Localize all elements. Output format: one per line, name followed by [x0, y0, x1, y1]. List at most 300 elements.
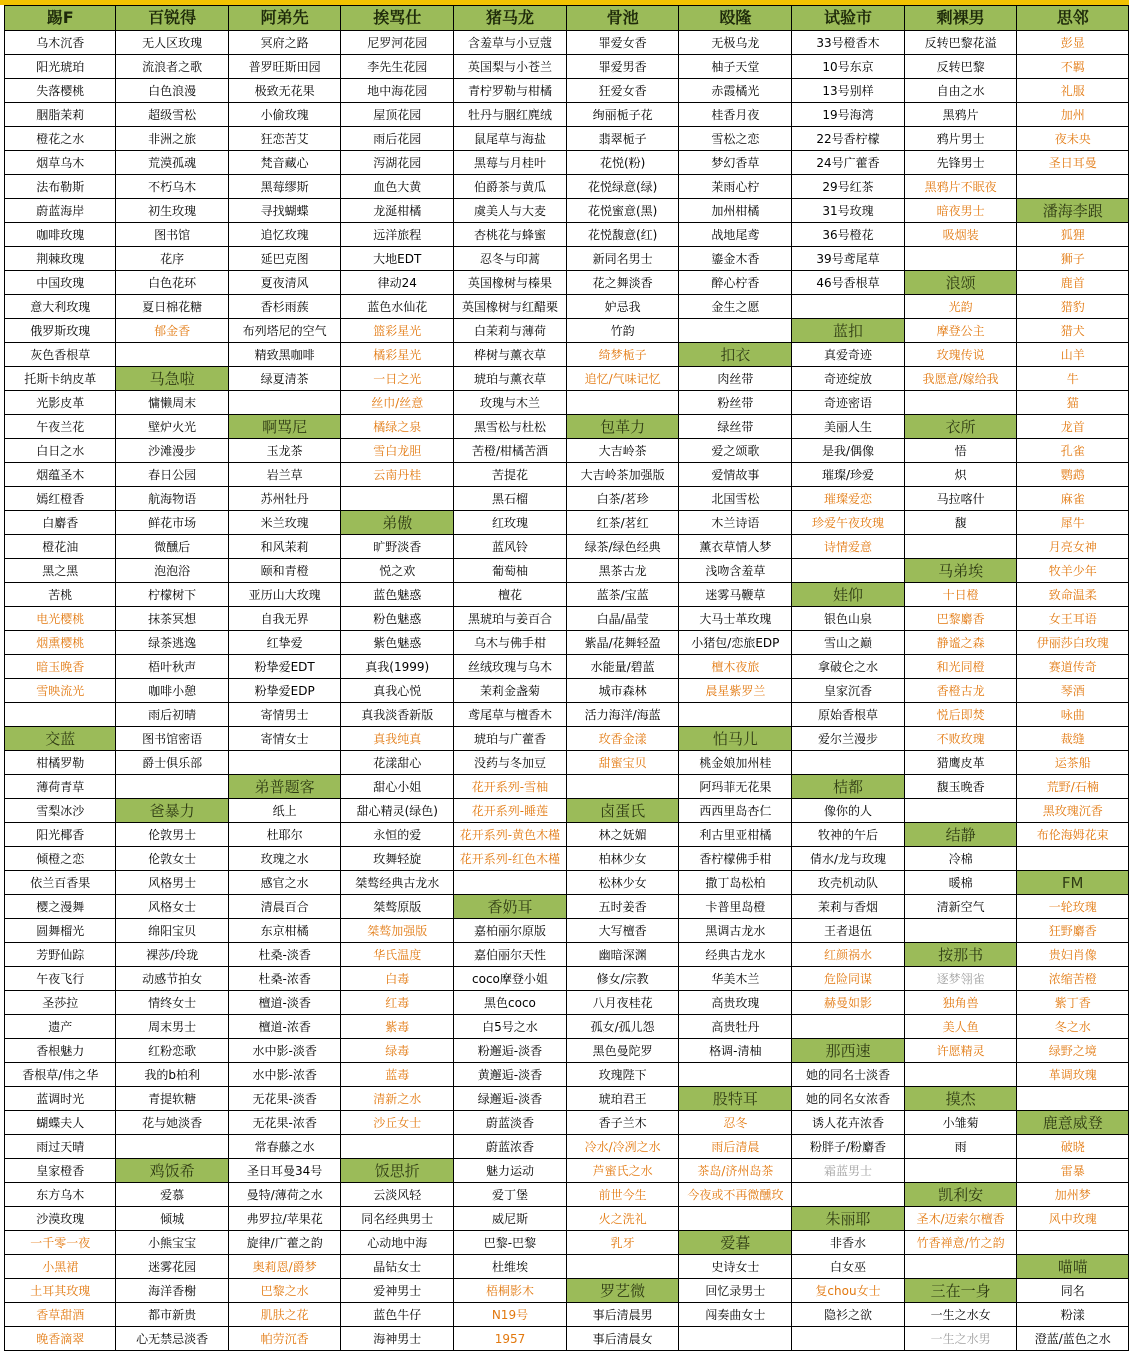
table-cell: 荒野/石楠: [1017, 775, 1129, 799]
table-cell: [792, 751, 905, 775]
table-cell: 葡萄柚: [454, 559, 567, 583]
table-cell: 运茶船: [1017, 751, 1129, 775]
table-cell: 花之舞淡香: [566, 271, 679, 295]
table-cell: [228, 391, 341, 415]
table-cell: 华美木兰: [679, 967, 792, 991]
table-cell: 冷水/冷冽之水: [566, 1135, 679, 1159]
table-cell: 鲜花市场: [116, 511, 228, 535]
table-cell: 白女巫: [792, 1255, 905, 1279]
table-cell: 超级雪松: [116, 103, 228, 127]
table-cell: 茉莉与香烟: [792, 895, 905, 919]
table-cell: 大吉岭茶加强版: [566, 463, 679, 487]
table-cell: 嘉伯丽尔天性: [454, 943, 567, 967]
table-cell: 革调玫瑰: [1017, 1063, 1129, 1087]
table-cell: 白茶/茗珍: [566, 487, 679, 511]
table-row: [5, 1327, 1129, 1351]
table-cell: 东方乌木: [5, 1183, 116, 1207]
table-row: [5, 199, 1129, 223]
table-cell: 梧叶秋声: [116, 655, 228, 679]
table-cell: 香根魅力: [5, 1039, 116, 1063]
table-cell: 黑调古龙水: [679, 919, 792, 943]
brand-header-cell: 马弟埃: [904, 559, 1017, 583]
table-cell: 意大利玫瑰: [5, 295, 116, 319]
table-cell: 爱神男士: [341, 1279, 454, 1303]
table-cell: 失落樱桃: [5, 79, 116, 103]
table-cell: 黑莓与月桂叶: [454, 151, 567, 175]
table-cell: 撒丁岛松柏: [679, 871, 792, 895]
table-cell: 29号红茶: [792, 175, 905, 199]
brand-header-cell: 潘海李跟: [1017, 199, 1129, 223]
table-cell: 白晶/晶莹: [566, 607, 679, 631]
table-cell: 冷棉: [904, 847, 1017, 871]
table-cell: [228, 751, 341, 775]
table-cell: 孤女/孤儿怨: [566, 1015, 679, 1039]
table-cell: 无花果-淡香: [228, 1087, 341, 1111]
table-cell: 竹韵: [566, 319, 679, 343]
table-cell: 薄荷青草: [5, 775, 116, 799]
table-cell: [1017, 847, 1129, 871]
table-cell: 永恒的爱: [341, 823, 454, 847]
table-cell: 46号香根草: [792, 271, 905, 295]
table-cell: 鹦鹉: [1017, 463, 1129, 487]
table-cell: 律动24: [341, 271, 454, 295]
table-cell: 彭显: [1017, 31, 1129, 55]
table-cell: 狂爱女香: [566, 79, 679, 103]
table-cell: 夏日棉花糖: [116, 295, 228, 319]
table-cell: 泻湖花园: [341, 151, 454, 175]
table-cell: 曼特/薄荷之水: [228, 1183, 341, 1207]
table-cell: 茉雨心柠: [679, 175, 792, 199]
table-cell: 罪爱男香: [566, 55, 679, 79]
table-cell: 一日之光: [341, 367, 454, 391]
table-cell: 甜心精灵(绿色): [341, 799, 454, 823]
table-row: [5, 31, 1129, 55]
brand-header-cell: 爸暴力: [116, 799, 228, 823]
table-cell: [904, 919, 1017, 943]
table-cell: 苦提花: [454, 463, 567, 487]
table-row: [5, 487, 1129, 511]
table-cell: 雪映流光: [5, 679, 116, 703]
table-cell: 橘绿之泉: [341, 415, 454, 439]
table-cell: 梦幻香草: [679, 151, 792, 175]
table-cell: 狂野麝香: [1017, 919, 1129, 943]
table-cell: 电光樱桃: [5, 607, 116, 631]
table-cell: 贵妇肖像: [1017, 943, 1129, 967]
table-cell: [5, 703, 116, 727]
table-cell: 和风茉莉: [228, 535, 341, 559]
table-cell: 茉莉金盏菊: [454, 679, 567, 703]
table-row: [5, 607, 1129, 631]
table-cell: [1017, 1087, 1129, 1111]
table-cell: 香柠檬佛手柑: [679, 847, 792, 871]
table-row: [5, 703, 1129, 727]
table-cell: 牛: [1017, 367, 1129, 391]
table-cell: 蓝调时光: [5, 1087, 116, 1111]
table-cell: 暖棉: [904, 871, 1017, 895]
table-cell: coco摩登小姐: [454, 967, 567, 991]
table-cell: 动感节拍女: [116, 967, 228, 991]
table-cell: 荒漠孤魂: [116, 151, 228, 175]
table-cell: 暗夜男士: [904, 199, 1017, 223]
table-cell: 同名: [1017, 1279, 1129, 1303]
table-cell: 粉挚爱EDP: [228, 679, 341, 703]
table-cell: 绿夏清茶: [228, 367, 341, 391]
table-cell: 黑石榴: [454, 487, 567, 511]
table-cell: 黑玫瑰沉香: [1017, 799, 1129, 823]
table-cell: 俄罗斯玫瑰: [5, 319, 116, 343]
table-cell: 赫曼如影: [792, 991, 905, 1015]
table-row: [5, 535, 1129, 559]
table-cell: 木兰诗语: [679, 511, 792, 535]
table-cell: 寄情女士: [228, 727, 341, 751]
table-cell: 小偷玫瑰: [228, 103, 341, 127]
table-cell: 她的同名士淡香: [792, 1063, 905, 1087]
table-cell: 蔚蓝海岸: [5, 199, 116, 223]
table-cell: 自由之水: [904, 79, 1017, 103]
table-row: [5, 631, 1129, 655]
table-cell: 新同名男士: [566, 247, 679, 271]
table-cell: 柏林少女: [566, 847, 679, 871]
table-cell: 烟熏樱桃: [5, 631, 116, 655]
table-cell: 寄情男士: [228, 703, 341, 727]
table-cell: 花开系列-雪柚: [454, 775, 567, 799]
table-cell: [679, 1207, 792, 1231]
table-cell: 桃金娘加州桂: [679, 751, 792, 775]
table-cell: 33号橙香木: [792, 31, 905, 55]
table-cell: 绿茶/绿色经典: [566, 535, 679, 559]
table-row: [5, 1063, 1129, 1087]
table-cell: 常春藤之水: [228, 1135, 341, 1159]
table-cell: [116, 775, 228, 799]
table-row: [5, 1159, 1129, 1183]
table-row: [5, 1279, 1129, 1303]
table-cell: 乌木沉香: [5, 31, 116, 55]
table-cell: 云南丹桂: [341, 463, 454, 487]
table-cell: 壁炉火光: [116, 415, 228, 439]
table-cell: 花悦馥意(红): [566, 223, 679, 247]
table-cell: 含羞草与小豆蔻: [454, 31, 567, 55]
table-cell: 杜桑-浓香: [228, 967, 341, 991]
table-cell: 城市森林: [566, 679, 679, 703]
table-cell: 粉邂逅-淡香: [454, 1039, 567, 1063]
table-cell: 慵懒周末: [116, 391, 228, 415]
table-cell: 圣日耳曼34号: [228, 1159, 341, 1183]
table-cell: [679, 703, 792, 727]
table-cell: 24号广藿香: [792, 151, 905, 175]
table-cell: 心动地中海: [341, 1231, 454, 1255]
table-cell: 肌肤之花: [228, 1303, 341, 1327]
table-cell: 北国雪松: [679, 487, 792, 511]
table-cell: 伊丽莎白玫瑰: [1017, 631, 1129, 655]
table-cell: 感官之水: [228, 871, 341, 895]
brand-header-cell: 那西速: [792, 1039, 905, 1063]
table-cell: 甜心小姐: [341, 775, 454, 799]
table-cell: [116, 343, 228, 367]
table-cell: 魅力运动: [454, 1159, 567, 1183]
table-cell: 海神男士: [341, 1327, 454, 1351]
table-cell: 回忆录男士: [679, 1279, 792, 1303]
table-cell: 晶钻女士: [341, 1255, 454, 1279]
table-cell: 苦橙/柑橘苦酒: [454, 439, 567, 463]
table-cell: 绵阳宝贝: [116, 919, 228, 943]
table-cell: [679, 319, 792, 343]
table-cell: 奇迹密语: [792, 391, 905, 415]
table-cell: 雷暴: [1017, 1159, 1129, 1183]
table-cell: 裁缝: [1017, 727, 1129, 751]
table-row: [5, 319, 1129, 343]
table-cell: 我愿意/嫁给我: [904, 367, 1017, 391]
table-cell: 遗产: [5, 1015, 116, 1039]
table-cell: [1017, 175, 1129, 199]
brand-header-cell: 爱暮: [679, 1231, 792, 1255]
table-cell: 极致无花果: [228, 79, 341, 103]
table-cell: 皇家橙香: [5, 1159, 116, 1183]
table-cell: 桀骜经典古龙水: [341, 871, 454, 895]
table-cell: 土耳其玫瑰: [5, 1279, 116, 1303]
table-row: [5, 919, 1129, 943]
table-cell: 无极乌龙: [679, 31, 792, 55]
table-cell: 春日公园: [116, 463, 228, 487]
brand-header-cell: 三在一身: [904, 1279, 1017, 1303]
table-cell: [904, 535, 1017, 559]
table-cell: 岩兰草: [228, 463, 341, 487]
brand-header-cell: 啊骂尼: [228, 415, 341, 439]
table-cell: 沙滩漫步: [116, 439, 228, 463]
table-cell: 火之洗礼: [566, 1207, 679, 1231]
table-cell: 花悦蜜意(黑): [566, 199, 679, 223]
table-cell: 琴酒: [1017, 679, 1129, 703]
table-cell: 不败玫瑰: [904, 727, 1017, 751]
table-cell: 许愿精灵: [904, 1039, 1017, 1063]
table-row: [5, 583, 1129, 607]
table-cell: [566, 775, 679, 799]
table-cell: [341, 1135, 454, 1159]
table-cell: 玫舞轻旋: [341, 847, 454, 871]
table-cell: 鎏金木香: [679, 247, 792, 271]
table-cell: 梧桐影木: [454, 1279, 567, 1303]
table-cell: 桀骜原版: [341, 895, 454, 919]
table-cell: 小黑裙: [5, 1255, 116, 1279]
table-cell: 黑鸦片不眠夜: [904, 175, 1017, 199]
table-cell: 巴黎-巴黎: [454, 1231, 567, 1255]
table-cell: 玉龙茶: [228, 439, 341, 463]
table-cell: 松林少女: [566, 871, 679, 895]
table-cell: 是我/偶像: [792, 439, 905, 463]
table-cell: 奥莉恩/爵梦: [228, 1255, 341, 1279]
table-cell: 苏州牡丹: [228, 487, 341, 511]
table-cell: 白日之水: [5, 439, 116, 463]
table-row: [5, 775, 1129, 799]
table-cell: 裸莎/玲珑: [116, 943, 228, 967]
table-cell: 馥玉晚香: [904, 775, 1017, 799]
table-cell: 白毒: [341, 967, 454, 991]
table-cell: 粉丝带: [679, 391, 792, 415]
table-cell: 皇家沉香: [792, 679, 905, 703]
table-cell: 绿丝带: [679, 415, 792, 439]
table-cell: 花悦绿意(绿): [566, 175, 679, 199]
table-row: [5, 343, 1129, 367]
table-cell: 逐梦翎雀: [904, 967, 1017, 991]
table-cell: 小猪包/恋旅EDP: [679, 631, 792, 655]
table-cell: 和光同橙: [904, 655, 1017, 679]
table-cell: 真我淡香新版: [341, 703, 454, 727]
table-cell: 1957: [454, 1327, 567, 1351]
table-body: [5, 31, 1129, 1351]
table-cell: N19号: [454, 1303, 567, 1327]
table-cell: [792, 1183, 905, 1207]
table-cell: 狮子: [1017, 247, 1129, 271]
table-cell: 伯爵茶与黄瓜: [454, 175, 567, 199]
table-row: [5, 1231, 1129, 1255]
table-cell: 花漾甜心: [341, 751, 454, 775]
brand-header-cell: 鹿意威登: [1017, 1111, 1129, 1135]
table-cell: 虞美人与大麦: [454, 199, 567, 223]
table-cell: 冬之水: [1017, 1015, 1129, 1039]
table-cell: 丝巾/丝意: [341, 391, 454, 415]
table-row: [5, 1039, 1129, 1063]
header-cell: 阿弟先: [228, 6, 341, 31]
table-cell: 夏夜清风: [228, 271, 341, 295]
table-cell: 图书馆密语: [116, 727, 228, 751]
table-cell: 玫壳机动队: [792, 871, 905, 895]
table-cell: 青柠罗勒与柑橘: [454, 79, 567, 103]
table-cell: 女王耳语: [1017, 607, 1129, 631]
table-cell: 冥府之路: [228, 31, 341, 55]
table-cell: 黑琥珀与姜百合: [454, 607, 567, 631]
table-cell: 我的b柏利: [116, 1063, 228, 1087]
table-cell: 午夜兰花: [5, 415, 116, 439]
table-cell: 高贵牡丹: [679, 1015, 792, 1039]
brand-header-cell: 娃仰: [792, 583, 905, 607]
table-cell: 先锋男士: [904, 151, 1017, 175]
table-cell: 格调-清柚: [679, 1039, 792, 1063]
table-cell: 清晨百合: [228, 895, 341, 919]
table-cell: [116, 1135, 228, 1159]
table-cell: 加州梦: [1017, 1183, 1129, 1207]
table-row: [5, 1087, 1129, 1111]
table-cell: 璀璨/珍爱: [792, 463, 905, 487]
table-cell: 弗罗拉/苹果花: [228, 1207, 341, 1231]
table-cell: 牧羊少年: [1017, 559, 1129, 583]
table-cell: 猫: [1017, 391, 1129, 415]
table-cell: 薰衣草情人梦: [679, 535, 792, 559]
table-cell: 阿玛菲无花果: [679, 775, 792, 799]
brand-header-cell: 股特耳: [679, 1087, 792, 1111]
table-row: [5, 295, 1129, 319]
table-cell: 迷雾花园: [116, 1255, 228, 1279]
table-cell: 花开系列-黄色木槿: [454, 823, 567, 847]
table-cell: 奇迹绽放: [792, 367, 905, 391]
table-cell: 林之妩媚: [566, 823, 679, 847]
table-cell: 屋顶花园: [341, 103, 454, 127]
table-cell: 延巴克图: [228, 247, 341, 271]
header-cell: 百锐得: [116, 6, 228, 31]
table-cell: 绿野之境: [1017, 1039, 1129, 1063]
table-row: [5, 271, 1129, 295]
table-cell: 大写檀香: [566, 919, 679, 943]
table-cell: [792, 1015, 905, 1039]
table-cell: 蔚蓝淡香: [454, 1111, 567, 1135]
table-cell: 黄邂逅-淡香: [454, 1063, 567, 1087]
table-cell: 不羁: [1017, 55, 1129, 79]
table-cell: 玫瑰之水: [228, 847, 341, 871]
table-cell: 倾橙之恋: [5, 847, 116, 871]
table-cell: 真我(1999): [341, 655, 454, 679]
table-cell: 黑色coco: [454, 991, 567, 1015]
table-cell: 隐衫之欲: [792, 1303, 905, 1327]
table-cell: [904, 1255, 1017, 1279]
table-row: [5, 247, 1129, 271]
table-cell: 无花果-浓香: [228, 1111, 341, 1135]
table-cell: 晨星紫罗兰: [679, 679, 792, 703]
table-cell: 玫瑰陛下: [566, 1063, 679, 1087]
table-cell: 月亮女神: [1017, 535, 1129, 559]
table-cell: 粉胖子/粉麝香: [792, 1135, 905, 1159]
table-row: [5, 175, 1129, 199]
table-cell: 风格女士: [116, 895, 228, 919]
table-cell: 非香水: [792, 1231, 905, 1255]
table-cell: 绿毒: [341, 1039, 454, 1063]
table-cell: 蓝茶/宝蓝: [566, 583, 679, 607]
table-cell: 珍爱午夜玫瑰: [792, 511, 905, 535]
table-cell: 追忆玫瑰: [228, 223, 341, 247]
table-cell: 悦之欢: [341, 559, 454, 583]
table-cell: 伦敦男士: [116, 823, 228, 847]
table-cell: 麻雀: [1017, 487, 1129, 511]
table-row: [5, 439, 1129, 463]
table-cell: 血色大黄: [341, 175, 454, 199]
table-cell: 卡普里岛橙: [679, 895, 792, 919]
table-cell: 白麝香: [5, 511, 116, 535]
table-cell: 加州: [1017, 103, 1129, 127]
table-row: [5, 991, 1129, 1015]
table-cell: 梵音藏心: [228, 151, 341, 175]
table-cell: 吸烟装: [904, 223, 1017, 247]
table-cell: 蓝毒: [341, 1063, 454, 1087]
table-cell: 无人区玫瑰: [116, 31, 228, 55]
table-cell: 鸦片男士: [904, 127, 1017, 151]
table-cell: 阳光椰香: [5, 823, 116, 847]
table-cell: 迷雾马鞭草: [679, 583, 792, 607]
table-cell: [1017, 1231, 1129, 1255]
table-row: [5, 1135, 1129, 1159]
table-cell: 纸上: [228, 799, 341, 823]
table-cell: 忍冬: [679, 1111, 792, 1135]
table-cell: 甜蜜宝贝: [566, 751, 679, 775]
table-cell: 黑之黑: [5, 559, 116, 583]
table-cell: 芦蜜氏之水: [566, 1159, 679, 1183]
table-cell: 清新空气: [904, 895, 1017, 919]
table-cell: 修女/宗教: [566, 967, 679, 991]
table-cell: 郁金香: [116, 319, 228, 343]
table-row: [5, 1183, 1129, 1207]
table-cell: 阳光琥珀: [5, 55, 116, 79]
table-cell: 独角兽: [904, 991, 1017, 1015]
table-cell: 战地尾鸢: [679, 223, 792, 247]
table-cell: 炽: [904, 463, 1017, 487]
table-cell: 雨后初晴: [116, 703, 228, 727]
table-cell: 乳牙: [566, 1231, 679, 1255]
header-row: [5, 6, 1129, 31]
table-cell: 爱情故事: [679, 463, 792, 487]
table-cell: 玫瑰与木兰: [454, 391, 567, 415]
table-cell: 苦桃: [5, 583, 116, 607]
table-cell: 雨后花园: [341, 127, 454, 151]
table-cell: 澄蓝/蓝色之水: [1017, 1327, 1129, 1351]
table-cell: 李先生花园: [341, 55, 454, 79]
table-cell: 心无禁忌淡香: [116, 1327, 228, 1351]
table-cell: 风格男士: [116, 871, 228, 895]
